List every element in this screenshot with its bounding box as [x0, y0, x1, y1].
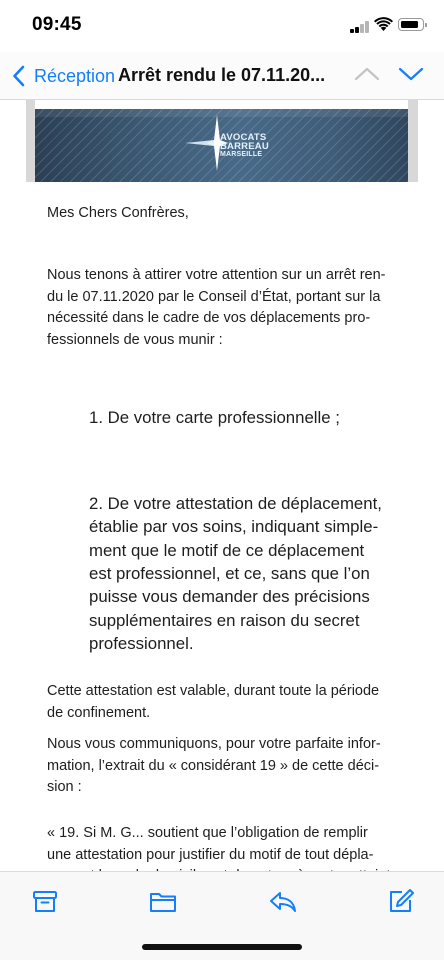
message-subject-title: Arrêt rendu le 07.11.20...: [118, 65, 326, 85]
home-indicator[interactable]: [142, 944, 302, 950]
reply-icon[interactable]: [268, 887, 298, 915]
cellular-signal-icon: [350, 21, 370, 33]
list-item-2-line: 2. De votre attestation de déplacement,: [89, 494, 382, 513]
logo-text-marseille: MARSEILLE: [220, 151, 263, 158]
message-frame-right: [408, 100, 418, 182]
greeting: Mes Chers Confrères,: [47, 205, 189, 221]
quote-line: « 19. Si M. G... soutient que l’obligation de remplir: [47, 825, 368, 841]
list-item-2-line: établie par vos soins, indiquant simple-: [89, 517, 379, 537]
list-item-2-line: est professionnel, et ce, sans que l’on: [89, 563, 370, 583]
previous-message-chevron-up-icon[interactable]: [354, 64, 380, 84]
list-item-2-line: supplémentaires en raison du secret: [89, 610, 360, 630]
status-time: 09:45: [32, 14, 82, 35]
list-item-2-line: ment que le motif de ce déplacement: [89, 540, 365, 560]
extract-line: sion :: [47, 779, 82, 795]
intro-line: Nous tenons à attirer votre attention sur un arrêt ren-: [47, 267, 386, 283]
compose-icon[interactable]: [386, 887, 416, 915]
validity-line: de confinement.: [47, 704, 151, 721]
logo-text-avocats: AVOCATS: [220, 132, 267, 143]
archive-icon[interactable]: [30, 887, 60, 915]
status-bar: [0, 0, 444, 52]
list-item-1: 1. De votre carte professionnelle ;: [89, 408, 340, 427]
message-frame-left: [26, 100, 35, 182]
intro-line: nécessité dans le cadre de vos déplacements pro-: [47, 310, 371, 326]
logo-text-barreau: BARREAU: [220, 141, 269, 152]
back-button[interactable]: [10, 62, 115, 90]
quote-line: une attestation pour justifier du motif de tout dépla-: [47, 846, 374, 863]
next-message-chevron-down-icon[interactable]: [398, 64, 424, 84]
intro-line: du le 07.11.2020 par le Conseil d’État, portant sur la: [47, 288, 381, 305]
back-label: Réception: [34, 65, 116, 86]
intro-line: fessionnels de vous munir :: [47, 331, 223, 348]
validity-line: Cette attestation est valable, durant toute la période: [47, 683, 380, 699]
chevron-left-icon: [10, 64, 30, 88]
list-item-2-line: puisse vous demander des précisions: [89, 587, 370, 607]
battery-icon: [398, 18, 424, 31]
wifi-icon: [374, 17, 393, 32]
list-item-2-line: professionnel.: [89, 633, 194, 653]
folder-icon[interactable]: [148, 887, 178, 915]
extract-line: Nous vous communiquons, pour votre parfaite infor-: [47, 736, 381, 752]
extract-line: mation, l’extrait du « considérant 19 » de cette déci-: [47, 757, 380, 774]
